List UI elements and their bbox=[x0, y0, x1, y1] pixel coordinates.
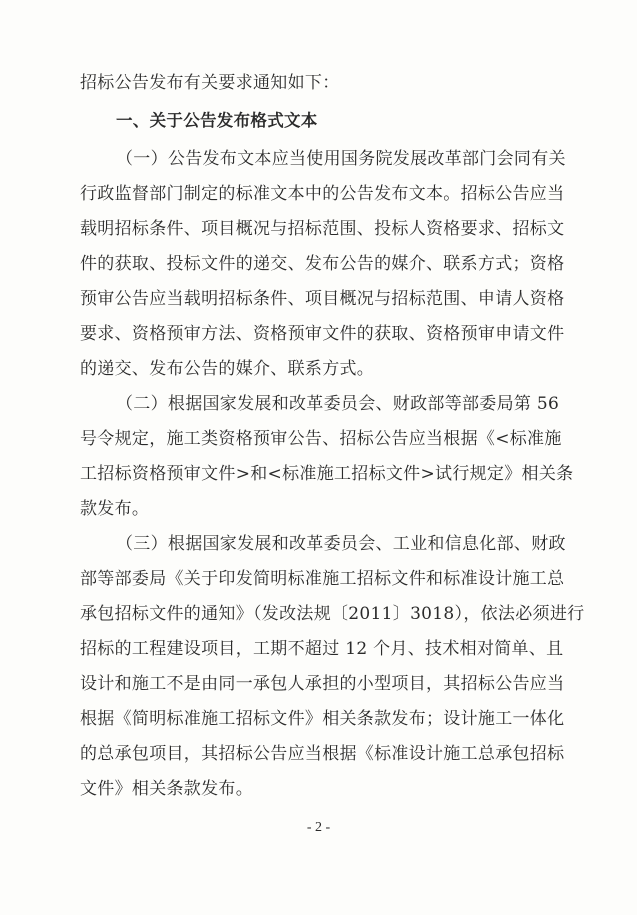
para2-line-3: 工招标资格预审文件>和<标准施工招标文件>试行规定》相关条 bbox=[80, 464, 574, 484]
para1-line-3: 载明招标条件、项目概况与招标范围、投标人资格要求、招标文 bbox=[80, 219, 565, 239]
para1-line-6: 要求、资格预审方法、资格预审文件的获取、资格预审申请文件 bbox=[80, 324, 565, 344]
para3-line-3: 承包招标文件的通知》（发改法规〔2011〕3018），依法必须进行 bbox=[80, 604, 585, 624]
intro-line: 招标公告发布有关要求通知如下： bbox=[80, 73, 340, 93]
section-heading: 一、关于公告发布格式文本 bbox=[116, 111, 318, 130]
para1-line-4: 件的获取、投标文件的递交、发布公告的媒介、联系方式；资格 bbox=[80, 254, 565, 274]
para3-line-7: 的总承包项目，其招标公告应当根据《标准设计施工总承包招标 bbox=[80, 744, 565, 764]
para3-line-4: 招标的工程建设项目，工期不超过 12 个月、技术相对简单、且 bbox=[80, 639, 564, 659]
para3-line-5: 设计和施工不是由同一承包人承担的小型项目，其招标公告应当 bbox=[80, 674, 565, 694]
para1-line-1: （一）公告发布文本应当使用国务院发展改革部门会同有关 bbox=[116, 149, 566, 169]
para2-line-4: 款发布。 bbox=[80, 499, 150, 519]
para2-line-1: （二）根据国家发展和改革委员会、财政部等部委局第 56 bbox=[116, 394, 560, 414]
para3-line-2: 部等部委局《关于印发简明标准施工招标文件和标准设计施工总 bbox=[80, 569, 565, 589]
para2-line-2: 号令规定，施工类资格预审公告、招标公告应当根据《<标准施 bbox=[80, 429, 562, 449]
page-number: - 2 - bbox=[306, 820, 331, 835]
para3-line-8: 文件》相关条款发布。 bbox=[80, 779, 253, 799]
para1-line-5: 预审公告应当载明招标条件、项目概况与招标范围、申请人资格 bbox=[80, 289, 565, 309]
para3-line-6: 根据《简明标准施工招标文件》相关条款发布；设计施工一体化 bbox=[80, 709, 565, 729]
para3-line-1: （三）根据国家发展和改革委员会、工业和信息化部、财政 bbox=[116, 534, 566, 554]
para1-line-2: 行政监督部门制定的标准文本中的公告发布文本。招标公告应当 bbox=[80, 184, 565, 204]
para1-line-7: 的递交、发布公告的媒介、联系方式。 bbox=[80, 359, 375, 379]
